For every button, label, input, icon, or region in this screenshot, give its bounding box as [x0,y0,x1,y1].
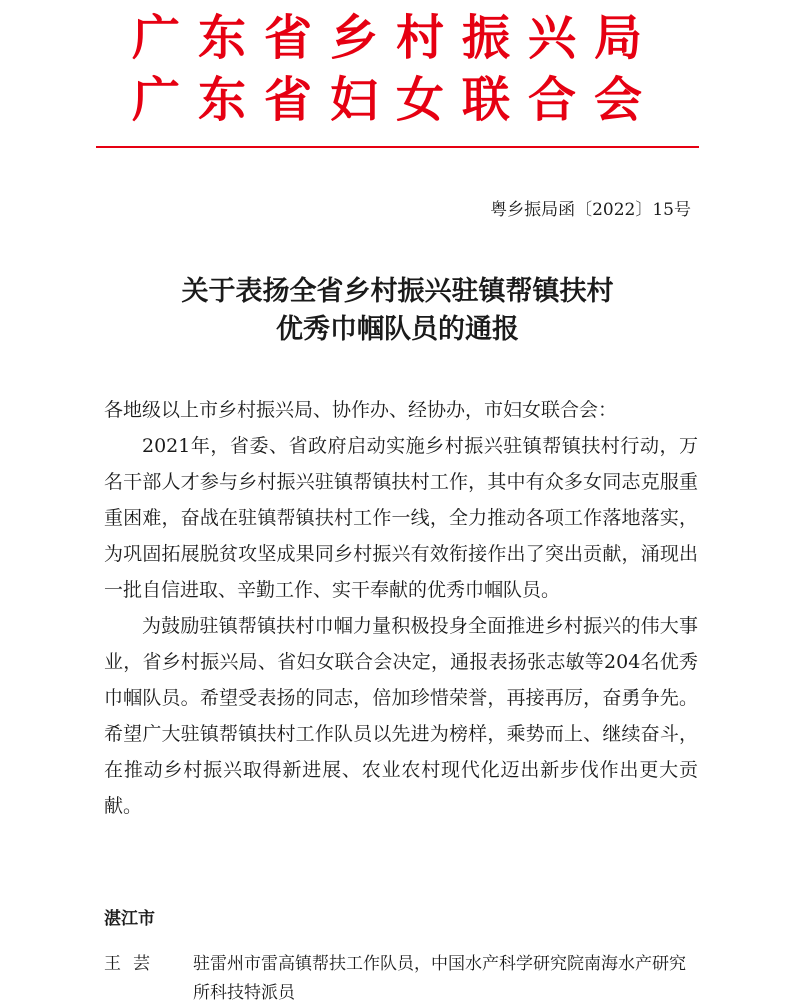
document-title-line-1: 关于表扬全省乡村振兴驻镇帮镇扶村 [181,276,614,307]
body-paragraph-2: 为鼓励驻镇帮镇扶村巾帼力量积极投身全面推进乡村振兴的伟大事业，省乡村振兴局、省妇女联合会决定，通报表扬张志敏等204名优秀巾帼队员。希望受表扬的同志，倍加珍惜荣誉，再接再厉，奋勇争先。希望广大驻镇帮镇扶村工作队员以先进为榜样，乘势而上、继续奋斗，在推动乡村振兴取得新进展、农业农村现代化迈出新步伐作出更大贡献。 [104,615,698,817]
salutation: 各地级以上市乡村振兴局、协作办、经协办，市妇女联合会： [104,399,618,421]
document-body [104,392,698,824]
letterhead-org-1: 广东省乡村振兴局 [131,10,660,66]
letterhead-org-2: 广东省妇女联合会 [131,72,660,128]
honoree-name: 王芸 [104,954,162,974]
body-paragraph-1: 2021年，省委、省政府启动实施乡村振兴驻镇帮镇扶村行动，万名干部人才参与乡村振兴驻镇帮镇扶村工作，其中有众多女同志克服重重困难，奋战在驻镇帮镇扶村工作一线，全力推动各项工作落地落实，为巩固拓展脱贫攻坚成果同乡村振兴有效衔接作出了突出贡献，涌现出一批自信进取、辛勤工作、实干奉献的优秀巾帼队员。 [104,435,698,601]
honoree-description: 驻雷州市雷高镇帮扶工作队员，中国水产科学研究院南海水产研究所科技特派员 [193,954,686,1003]
document-number: 粤乡振局函〔2022〕15号 [490,200,691,220]
document-title-line-2: 优秀巾帼队员的通报 [276,314,519,345]
region-heading: 湛江市 [104,909,155,929]
letterhead-divider [96,146,699,148]
